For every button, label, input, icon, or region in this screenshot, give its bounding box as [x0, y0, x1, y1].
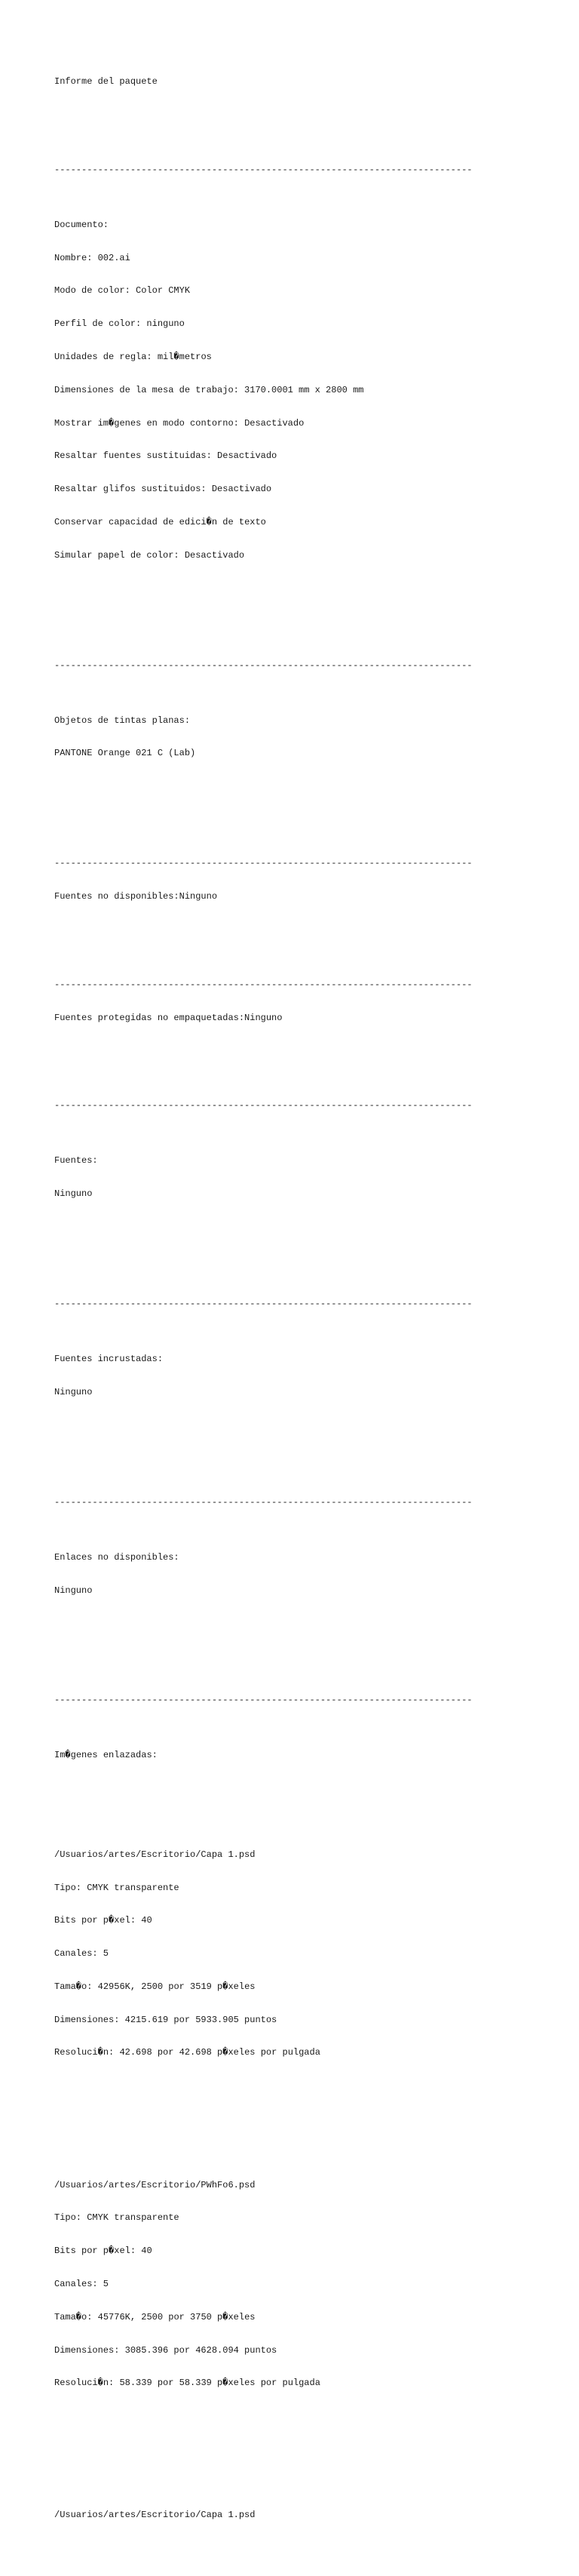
fonts-heading: Fuentes:	[54, 1155, 98, 1167]
spacer	[54, 1243, 537, 1255]
linked-image-entry	[54, 2157, 537, 2411]
highlight-glyphs-setting: Resaltar glifos sustituidos: Desactivado	[54, 484, 272, 495]
spacer	[54, 1045, 537, 1056]
linked-image-entry	[54, 1827, 537, 2081]
color-profile: Perfil de color: ninguno	[54, 318, 185, 330]
simulate-paper-setting: Simular papel de color: Desactivado	[54, 549, 245, 561]
embedded-fonts-heading: Fuentes incrustadas:	[54, 1354, 164, 1365]
embedded-fonts-value: Ninguno	[54, 1386, 93, 1397]
spacer	[54, 1442, 537, 1453]
color-mode: Modo de color: Color CMYK	[54, 285, 191, 297]
spacer	[54, 1783, 537, 1794]
missing-links-value: Ninguno	[54, 1585, 93, 1596]
image-path: /Usuarios/artes/Escritorio/Capa 1.psd	[54, 1849, 256, 1860]
image-path: /Usuarios/artes/Escritorio/Capa 1.psd	[54, 2510, 256, 2521]
section-divider: -----------------------------------------------------------------------------	[54, 979, 473, 990]
image-path: /Usuarios/artes/Escritorio/PWhFo6.psd	[54, 2179, 256, 2190]
linked-image-entry	[54, 2488, 537, 2543]
embedded-fonts-section	[54, 1332, 537, 1420]
artboard-dimensions: Dimensiones de la mesa de trabajo: 3170.0001 mm x 2800 mm	[54, 384, 364, 395]
section-divider: -----------------------------------------------------------------------------	[54, 1496, 473, 1508]
package-report-document	[54, 54, 537, 2576]
spot-color-value: PANTONE Orange 021 C (Lab)	[54, 748, 196, 759]
highlight-fonts-setting: Resaltar fuentes sustituidas: Desactivado	[54, 450, 277, 462]
missing-links-heading: Enlaces no disponibles:	[54, 1551, 179, 1563]
section-divider: -----------------------------------------------------------------------------	[54, 1100, 473, 1111]
fonts-value: Ninguno	[54, 1188, 93, 1200]
section-divider: -----------------------------------------------------------------------------	[54, 659, 473, 671]
section-divider: -----------------------------------------------------------------------------	[54, 858, 473, 869]
image-type: Tipo: CMYK transparente	[54, 2212, 179, 2224]
image-size: Tama�o: 42956K, 2500 por 3519 p�xeles	[54, 1981, 256, 1992]
unavailable-fonts: Fuentes no disponibles:Ninguno	[54, 891, 218, 902]
ruler-units: Unidades de regla: mil�metros	[54, 352, 212, 363]
image-channels: Canales: 5	[54, 1948, 109, 1960]
spacer	[54, 1640, 537, 1652]
image-bits: Bits por p�xel: 40	[54, 1915, 152, 1926]
spacer	[54, 109, 537, 121]
image-dimensions: Dimensiones: 4215.619 por 5933.905 puntos	[54, 2014, 277, 2025]
spacer	[54, 924, 537, 936]
missing-links-section	[54, 1530, 537, 1618]
image-type: Tipo: CMYK transparente	[54, 1882, 179, 1893]
image-size: Tama�o: 45776K, 2500 por 3750 p�xeles	[54, 2311, 256, 2322]
section-divider: -----------------------------------------------------------------------------	[54, 1695, 473, 1706]
document-section	[54, 198, 537, 583]
document-name: Nombre: 002.ai	[54, 252, 130, 263]
section-divider: -----------------------------------------------------------------------------	[54, 164, 473, 175]
spacer	[54, 2102, 537, 2124]
linked-images-heading: Im�genes enlazadas:	[54, 1750, 158, 1761]
spot-colors-heading: Objetos de tintas planas:	[54, 715, 191, 726]
protected-fonts: Fuentes protegidas no empaquetadas:Ninguno	[54, 1012, 283, 1023]
preserve-text-editability: Conservar capacidad de edici�n de texto	[54, 516, 266, 527]
spot-colors-section	[54, 693, 537, 781]
report-title: Informe del paquete	[54, 76, 158, 88]
image-bits: Bits por p�xel: 40	[54, 2246, 152, 2257]
spacer	[54, 2433, 537, 2455]
spacer	[54, 605, 537, 616]
document-heading: Documento:	[54, 219, 109, 230]
section-divider: -----------------------------------------------------------------------------	[54, 1299, 473, 1310]
image-resolution: Resoluci�n: 42.698 por 42.698 p�xeles por pulgada	[54, 2047, 320, 2058]
image-channels: Canales: 5	[54, 2278, 109, 2289]
outline-mode-setting: Mostrar im�genes en modo contorno: Desactivado	[54, 417, 305, 429]
image-resolution: Resoluci�n: 58.339 por 58.339 p�xeles por pulgada	[54, 2378, 320, 2389]
image-dimensions: Dimensiones: 3085.396 por 4628.094 puntos	[54, 2344, 277, 2356]
spacer	[54, 803, 537, 814]
fonts-section	[54, 1133, 537, 1222]
linked-images-section	[54, 1728, 537, 2565]
